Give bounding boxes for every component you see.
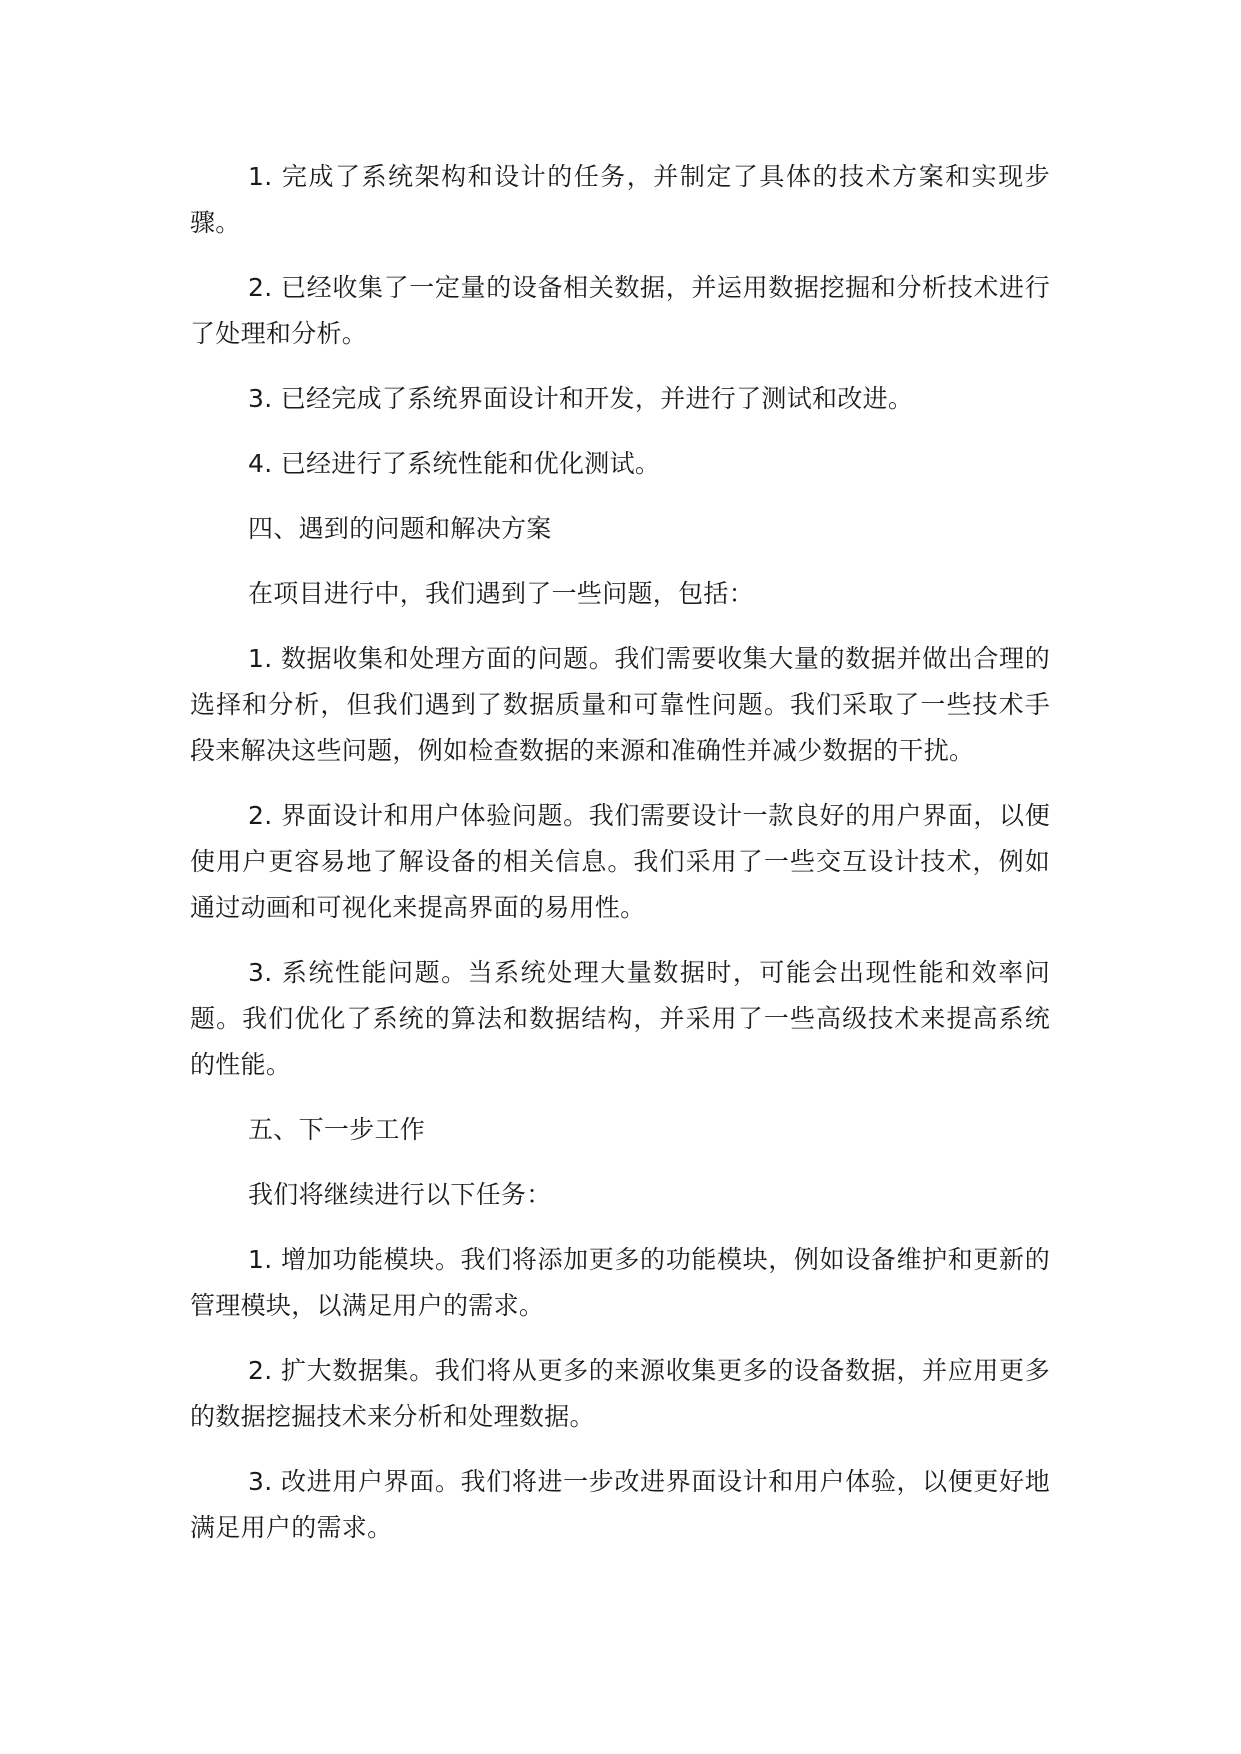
section-heading-problems: 四、遇到的问题和解决方案 [248, 514, 552, 543]
problem-item-3: 3. 系统性能问题。当系统处理大量数据时，可能会出现性能和效率问题。我们优化了系统的算法和数据结构，并采用了一些高级技术来提高系统的性能。 [190, 958, 1050, 1079]
problems-intro: 在项目进行中，我们遇到了一些问题，包括： [248, 579, 755, 608]
section-heading-next-steps: 五、下一步工作 [248, 1115, 426, 1144]
progress-item-3: 3. 已经完成了系统界面设计和开发，并进行了测试和改进。 [248, 384, 914, 413]
progress-item-1: 1. 完成了系统架构和设计的任务，并制定了具体的技术方案和实现步骤。 [190, 162, 1050, 237]
progress-item-2: 2. 已经收集了一定量的设备相关数据，并运用数据挖掘和分析技术进行了处理和分析。 [190, 273, 1050, 348]
next-step-item-2: 2. 扩大数据集。我们将从更多的来源收集更多的设备数据，并应用更多的数据挖掘技术来分析和处理数据。 [190, 1356, 1050, 1431]
problem-item-2: 2. 界面设计和用户体验问题。我们需要设计一款良好的用户界面，以便使用户更容易地了解设备的相关信息。我们采用了一些交互设计技术，例如通过动画和可视化来提高界面的易用性。 [190, 801, 1050, 922]
progress-item-4: 4. 已经进行了系统性能和优化测试。 [248, 449, 661, 478]
next-steps-intro: 我们将继续进行以下任务： [248, 1180, 552, 1209]
next-step-item-1: 1. 增加功能模块。我们将添加更多的功能模块，例如设备维护和更新的管理模块，以满足用户的需求。 [190, 1245, 1050, 1320]
problem-item-1: 1. 数据收集和处理方面的问题。我们需要收集大量的数据并做出合理的选择和分析，但我们遇到了数据质量和可靠性问题。我们采取了一些技术手段来解决这些问题，例如检查数据的来源和准确性并减少数据的干扰。 [190, 644, 1050, 765]
document-body [190, 154, 1050, 1570]
next-step-item-3: 3. 改进用户界面。我们将进一步改进界面设计和用户体验，以便更好地满足用户的需求。 [190, 1467, 1050, 1542]
